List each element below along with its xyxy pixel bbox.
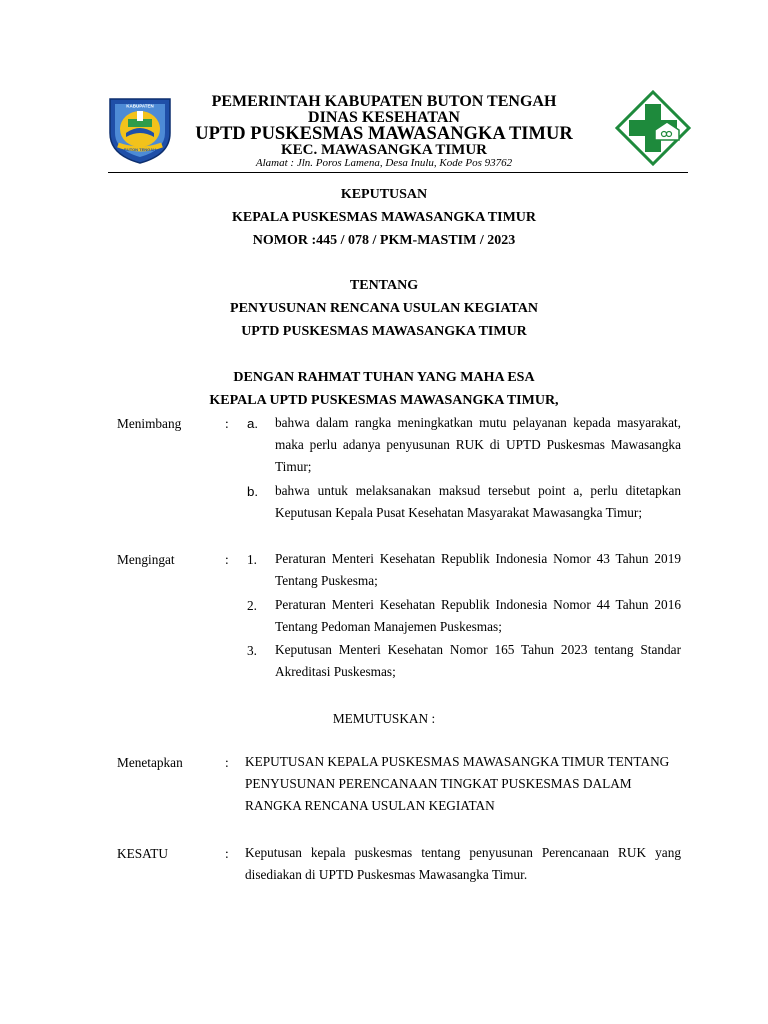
about-line-1: PENYUSUNAN RENCANA USULAN KEGIATAN [230,301,538,316]
menetapkan-colon: : [225,755,229,770]
grace-line: DENGAN RAHMAT TUHAN YANG MAHA ESA [233,370,535,385]
menimbang-label: Menimbang [117,416,182,431]
letterhead-address: Alamat : Jln. Poros Lamena, Desa Inulu, Kode Pos 93762 [255,157,513,169]
decree-number: NOMOR :445 / 078 / PKM-MASTIM / 2023 [252,233,516,248]
mengingat-marker-1: 1. [247,552,257,567]
about-heading: TENTANG [349,278,419,293]
decree-title: KEPUTUSAN [340,187,428,202]
letterhead-government: PEMERINTAH KABUPATEN BUTON TENGAH [211,93,557,110]
letterhead-district: KEC. MAWASANGKA TIMUR [281,142,487,158]
mengingat-marker-3: 3. [247,643,257,658]
menimbang-colon: : [225,416,229,431]
kesatu-text: Keputusan kepala puskesmas tentang penyusunan Perencanaan RUK yang disediakan di UPTD Puskesmas Mawasangka Timur. [245,845,681,882]
official-line: KEPALA UPTD PUSKESMAS MAWASANGKA TIMUR, [209,393,559,408]
mengingat-label: Mengingat [117,552,175,567]
logo-text-bottom: BUTON TENGAH [123,147,157,152]
kesatu-label: KESATU [117,846,168,861]
menimbang-item-b: bahwa untuk melaksanakan maksud tersebut point a, perlu ditetapkan Keputusan Kepala Pusat Kesehatan Masyarakat Mawasangka Timur; [275,483,681,520]
menetapkan-text: KEPUTUSAN KEPALA PUSKESMAS MAWASANGKA TIMUR TENTANG PENYUSUNAN PERENCANAAN TINGKAT PUSKESMAS DALAM RANGKA RENCANA USULAN KEGIATAN [245,754,670,813]
letterhead-divider [108,172,688,173]
kesatu-colon: : [225,846,229,861]
mengingat-item-1: Peraturan Menteri Kesehatan Republik Indonesia Nomor 43 Tahun 2019 Tentang Puskesma; [275,551,681,588]
memutuskan-heading: MEMUTUSKAN : [332,711,436,726]
mengingat-colon: : [225,552,229,567]
letterhead-department: DINAS KESEHATAN [308,109,460,126]
letterhead-institution: UPTD PUSKESMAS MAWASANGKA TIMUR [195,124,573,144]
mengingat-item-3: Keputusan Menteri Kesehatan Nomor 165 Tahun 2023 tentang Standar Akreditasi Puskesmas; [275,642,681,679]
menimbang-marker-a: a. [247,416,259,431]
logo-text-top: KABUPATEN [126,103,154,109]
about-line-2: UPTD PUSKESMAS MAWASANGKA TIMUR [241,324,527,339]
menimbang-marker-b: b. [247,484,259,499]
mengingat-marker-2: 2. [247,598,257,613]
mengingat-item-2: Peraturan Menteri Kesehatan Republik Indonesia Nomor 44 Tahun 2016 Tentang Pedoman Manajemen Puskesmas; [275,597,681,634]
menetapkan-label: Menetapkan [117,755,183,770]
decree-issuer: KEPALA PUSKESMAS MAWASANGKA TIMUR [231,210,537,225]
menimbang-item-a: bahwa dalam rangka meningkatkan mutu pelayanan kepada masyarakat, maka perlu adanya penyusunan RUK di UPTD Puskesmas Mawasangka Timur; [275,415,681,474]
